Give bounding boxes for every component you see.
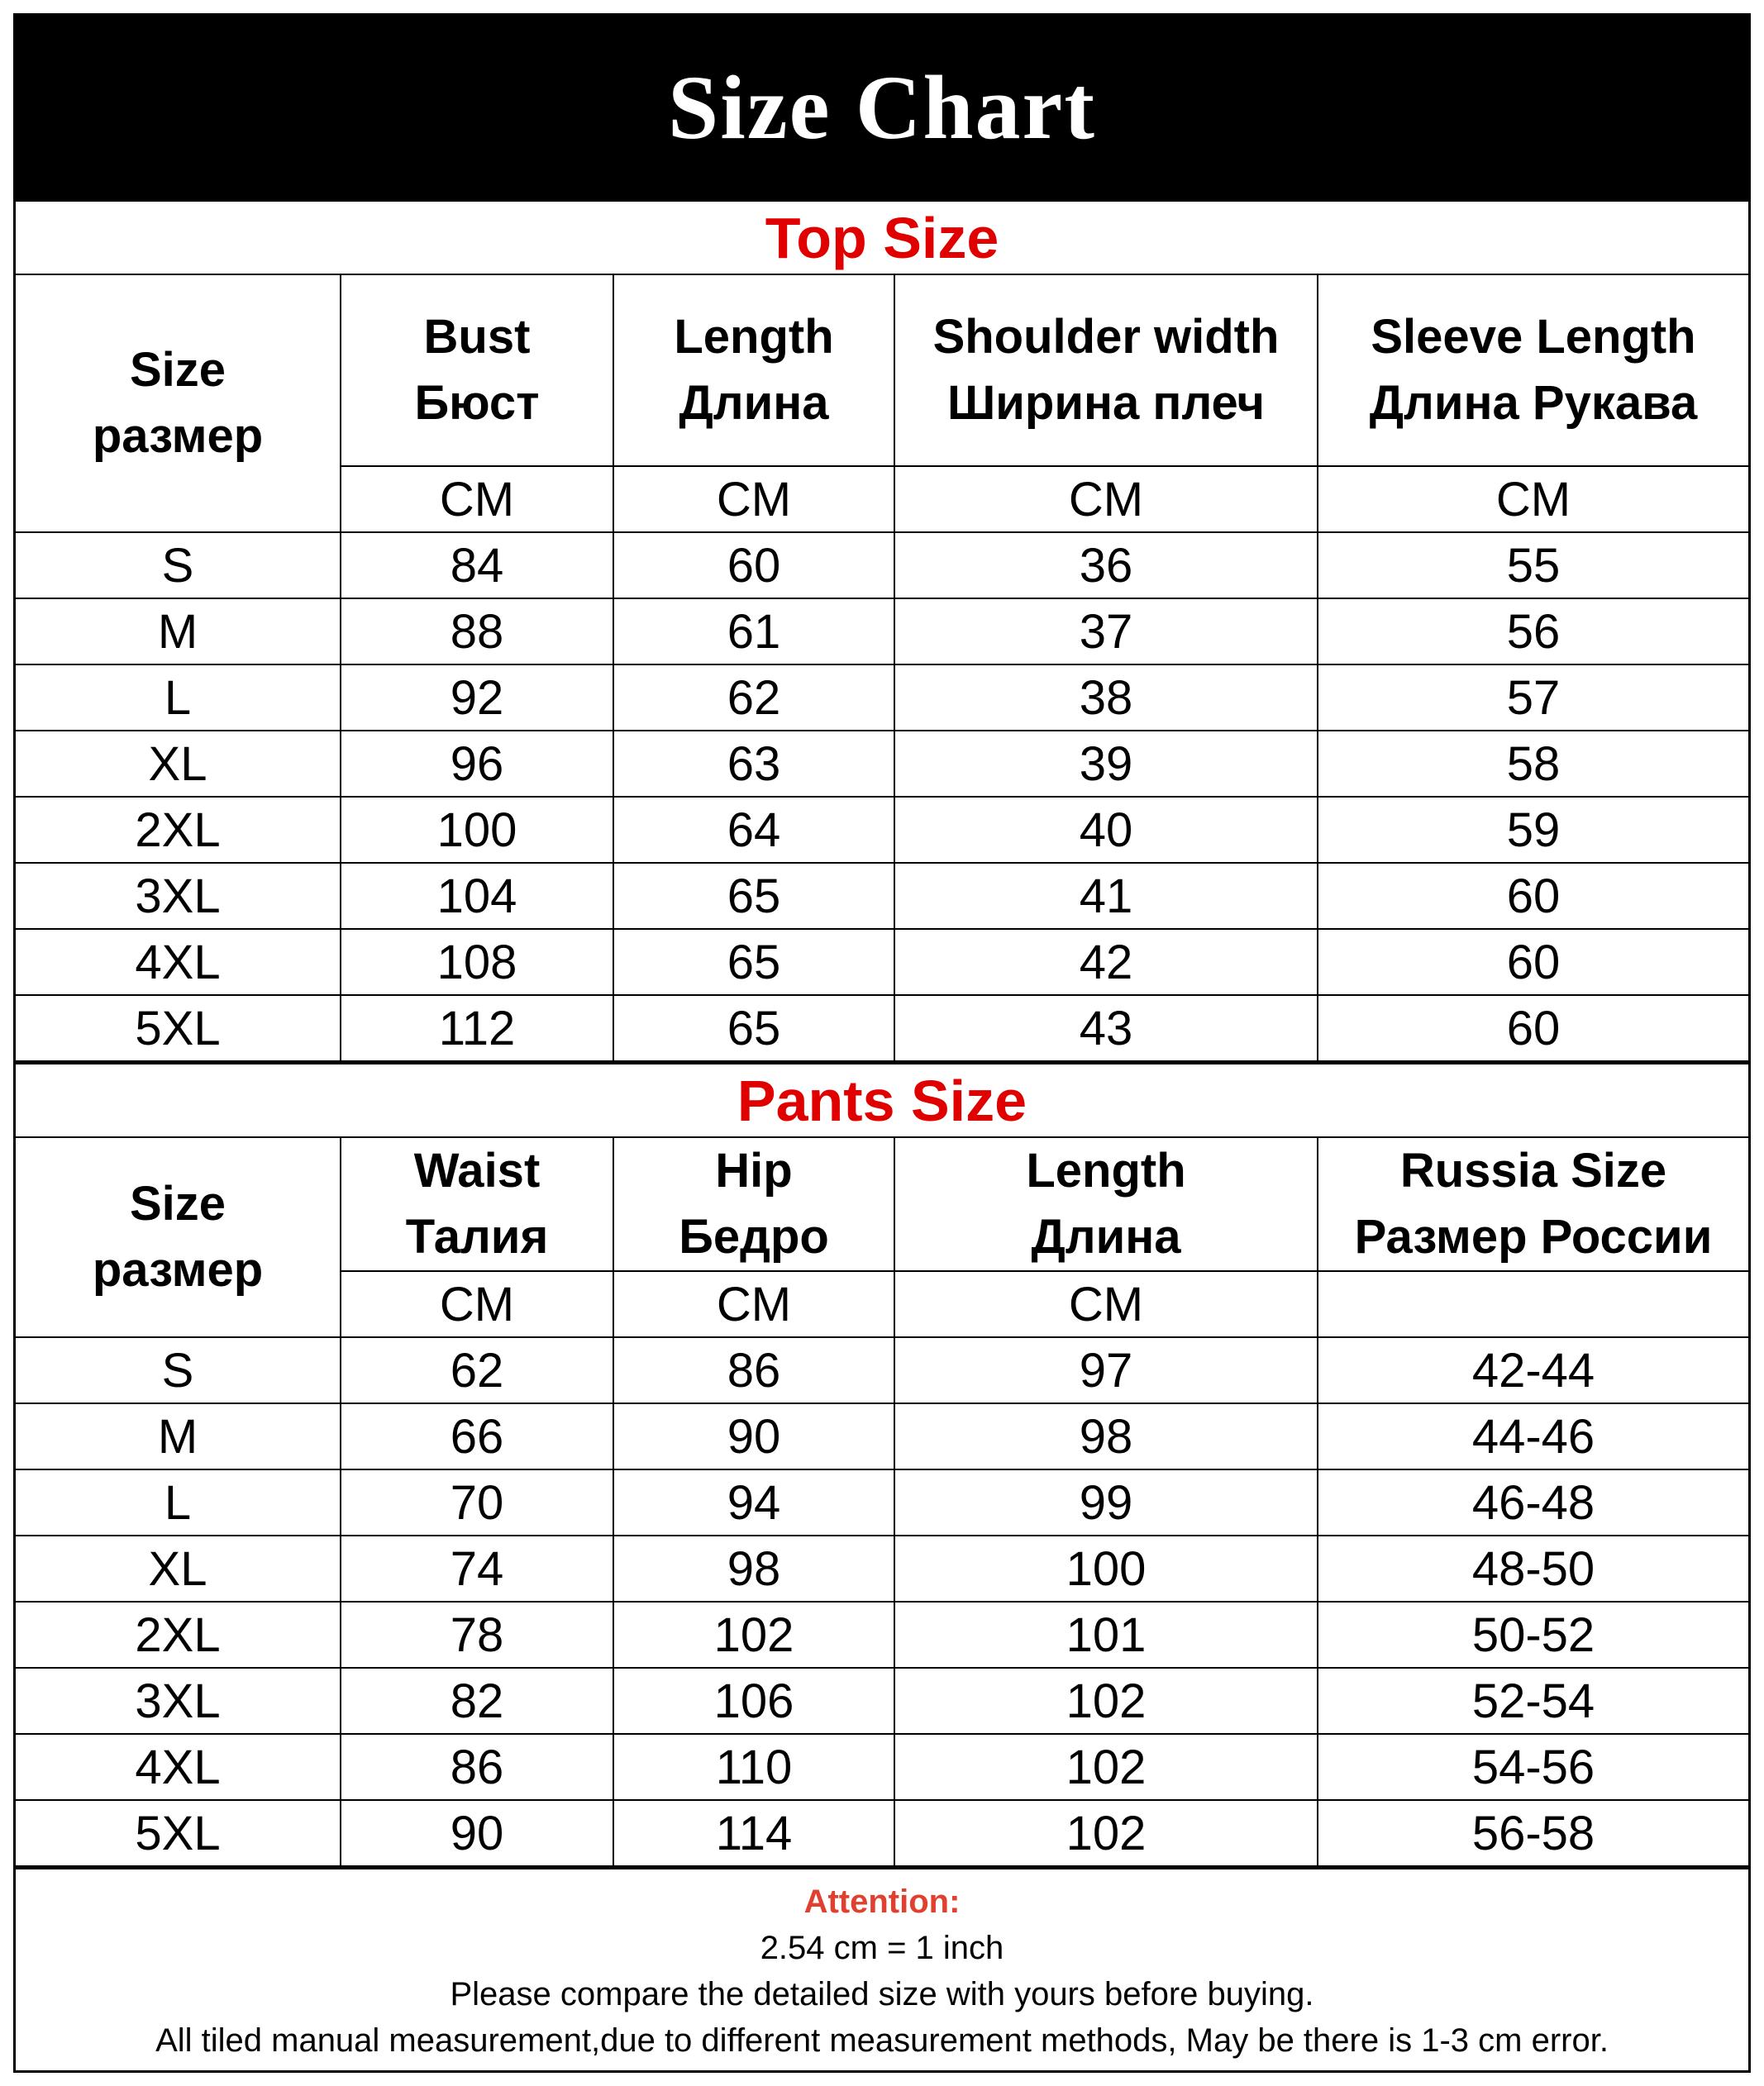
table-cell: 98: [894, 1403, 1318, 1469]
table-cell: 3XL: [16, 1668, 341, 1734]
measurement-note: All tiled manual measurement,due to different measurement methods, May be there is 1-3 cm error.: [155, 2022, 1609, 2059]
top-unit-length: CM: [613, 466, 894, 532]
table-cell: 112: [341, 995, 613, 1061]
pants-col-hip: Hip Бедро: [613, 1137, 894, 1271]
table-cell: 92: [341, 664, 613, 731]
table-cell: 94: [613, 1469, 894, 1536]
conversion-note: 2.54 cm = 1 inch: [760, 1929, 1004, 1966]
table-row: [16, 1800, 1748, 1866]
attention-note: [16, 1867, 1748, 2072]
table-cell: 5XL: [16, 1800, 341, 1866]
table-cell: 78: [341, 1602, 613, 1668]
table-cell: S: [16, 532, 341, 598]
table-cell: 3XL: [16, 863, 341, 929]
table-cell: 70: [341, 1469, 613, 1536]
table-cell: 56-58: [1318, 1800, 1748, 1866]
attention-label: Attention:: [803, 1883, 961, 1920]
table-cell: 58: [1318, 731, 1748, 797]
table-cell: M: [16, 598, 341, 664]
table-cell: 64: [613, 797, 894, 863]
table-cell: 4XL: [16, 929, 341, 995]
top-col-shoulder: Shoulder width Ширина плеч: [894, 274, 1318, 466]
top-unit-bust: CM: [341, 466, 613, 532]
pants-unit-hip: CM: [613, 1271, 894, 1337]
table-cell: 48-50: [1318, 1536, 1748, 1602]
table-cell: 65: [613, 929, 894, 995]
table-cell: XL: [16, 731, 341, 797]
table-cell: 74: [341, 1536, 613, 1602]
table-cell: 41: [894, 863, 1318, 929]
pants-col-length: Length Длина: [894, 1137, 1318, 1271]
table-cell: 52-54: [1318, 1668, 1748, 1734]
table-cell: 96: [341, 731, 613, 797]
table-cell: S: [16, 1337, 341, 1403]
table-cell: 36: [894, 532, 1318, 598]
table-row: [16, 598, 1748, 664]
table-cell: 106: [613, 1668, 894, 1734]
table-cell: 44-46: [1318, 1403, 1748, 1469]
table-cell: 57: [1318, 664, 1748, 731]
chart-title: Size Chart: [16, 16, 1748, 199]
table-row: [16, 532, 1748, 598]
table-cell: 39: [894, 731, 1318, 797]
top-unit-shoulder: CM: [894, 466, 1318, 532]
table-cell: 102: [894, 1668, 1318, 1734]
table-cell: 42: [894, 929, 1318, 995]
size-chart: [13, 13, 1751, 2073]
table-cell: M: [16, 1403, 341, 1469]
pants-size-title: Pants Size: [16, 1062, 1748, 1136]
pants-unit-russia-size: [1318, 1271, 1748, 1337]
table-row: [16, 929, 1748, 995]
table-cell: 54-56: [1318, 1734, 1748, 1800]
table-cell: 2XL: [16, 1602, 341, 1668]
table-row: [16, 797, 1748, 863]
table-cell: 60: [1318, 929, 1748, 995]
table-row: [16, 1668, 1748, 1734]
table-cell: 62: [341, 1337, 613, 1403]
table-cell: 86: [613, 1337, 894, 1403]
table-cell: L: [16, 1469, 341, 1536]
table-cell: 65: [613, 995, 894, 1061]
table-cell: 60: [1318, 863, 1748, 929]
table-cell: 99: [894, 1469, 1318, 1536]
table-cell: 84: [341, 532, 613, 598]
pants-col-waist: Waist Талия: [341, 1137, 613, 1271]
table-cell: 104: [341, 863, 613, 929]
table-cell: 86: [341, 1734, 613, 1800]
table-cell: 90: [341, 1800, 613, 1866]
top-col-bust: Bust Бюст: [341, 274, 613, 466]
table-cell: 43: [894, 995, 1318, 1061]
table-cell: L: [16, 664, 341, 731]
size-label-ru: размер: [92, 409, 264, 463]
table-cell: 98: [613, 1536, 894, 1602]
table-row: [16, 863, 1748, 929]
table-cell: 114: [613, 1800, 894, 1866]
table-cell: 61: [613, 598, 894, 664]
table-row: [16, 1734, 1748, 1800]
table-cell: 5XL: [16, 995, 341, 1061]
table-cell: 101: [894, 1602, 1318, 1668]
table-cell: 102: [894, 1734, 1318, 1800]
table-row: [16, 1602, 1748, 1668]
table-cell: 108: [341, 929, 613, 995]
table-row: [16, 731, 1748, 797]
table-cell: 38: [894, 664, 1318, 731]
size-label-en: Size: [129, 343, 226, 397]
pants-unit-length: CM: [894, 1271, 1318, 1337]
table-cell: 4XL: [16, 1734, 341, 1800]
pants-size-table: [16, 1136, 1748, 1867]
top-col-sleeve: Sleeve Length Длина Рукава: [1318, 274, 1748, 466]
table-cell: 100: [894, 1536, 1318, 1602]
pants-unit-waist: CM: [341, 1271, 613, 1337]
pants-size-header: [16, 1137, 341, 1337]
table-cell: 50-52: [1318, 1602, 1748, 1668]
table-cell: 60: [613, 532, 894, 598]
top-unit-sleeve: CM: [1318, 466, 1748, 532]
table-row: [16, 995, 1748, 1061]
top-size-header: [16, 274, 341, 532]
table-cell: 90: [613, 1403, 894, 1469]
table-row: [16, 1337, 1748, 1403]
table-cell: 82: [341, 1668, 613, 1734]
top-col-length: Length Длина: [613, 274, 894, 466]
table-cell: 59: [1318, 797, 1748, 863]
table-cell: 110: [613, 1734, 894, 1800]
table-cell: XL: [16, 1536, 341, 1602]
table-cell: 2XL: [16, 797, 341, 863]
table-cell: 88: [341, 598, 613, 664]
table-cell: 97: [894, 1337, 1318, 1403]
table-cell: 46-48: [1318, 1469, 1748, 1536]
table-cell: 56: [1318, 598, 1748, 664]
size-label-en: Size: [129, 1177, 226, 1231]
pants-col-russia-size: Russia Size Размер России: [1318, 1137, 1748, 1271]
table-cell: 62: [613, 664, 894, 731]
table-cell: 102: [613, 1602, 894, 1668]
compare-note: Please compare the detailed size with yours before buying.: [450, 1975, 1314, 2012]
table-row: [16, 664, 1748, 731]
size-label-ru: размер: [92, 1243, 264, 1297]
top-size-title: Top Size: [16, 199, 1748, 274]
table-row: [16, 1403, 1748, 1469]
table-row: [16, 1536, 1748, 1602]
table-cell: 40: [894, 797, 1318, 863]
table-cell: 60: [1318, 995, 1748, 1061]
table-cell: 100: [341, 797, 613, 863]
table-cell: 37: [894, 598, 1318, 664]
table-cell: 55: [1318, 532, 1748, 598]
table-cell: 65: [613, 863, 894, 929]
top-size-table: [16, 274, 1748, 1062]
table-cell: 66: [341, 1403, 613, 1469]
table-cell: 102: [894, 1800, 1318, 1866]
table-cell: 42-44: [1318, 1337, 1748, 1403]
table-row: [16, 1469, 1748, 1536]
table-cell: 63: [613, 731, 894, 797]
